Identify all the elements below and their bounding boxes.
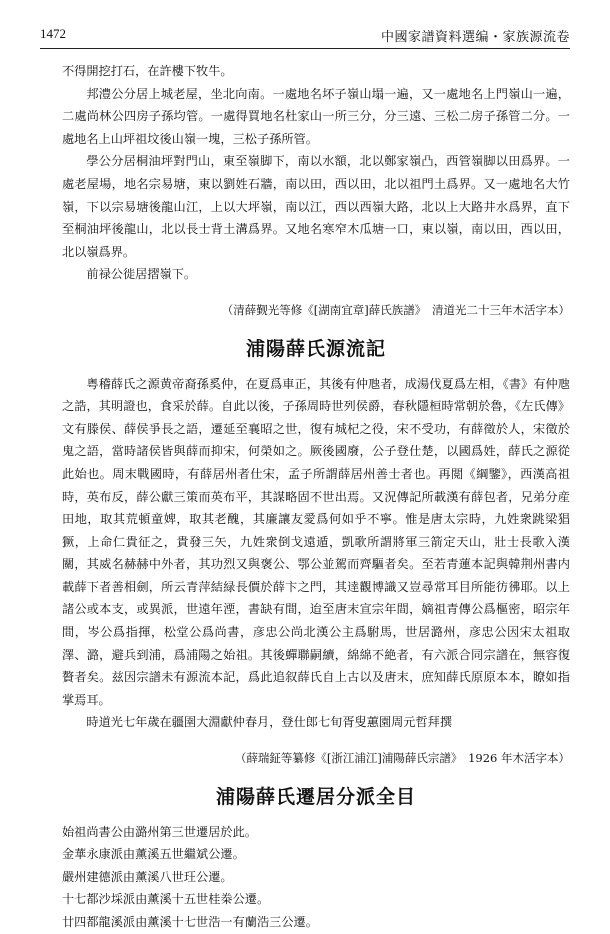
paragraph: 前禄公徙居摺嶺下。 bbox=[86, 267, 197, 282]
list-item: 十七都沙埰派由薰溪十五世桂桊公遷。 bbox=[62, 892, 270, 907]
page-body bbox=[62, 60, 570, 934]
list-item: 金華永康派由薰溪五世繼斌公遷。 bbox=[62, 847, 245, 862]
paragraph: 邦澧公分居上城老屋，坐北向南。一處地名坏子嶺山塌一遍，又一處地名上門嶺山一遍，二處尚林公四房子孫均管。一處得買地名杜家山一所三分，分三遠、三松二房子孫管二分。一處地名上山坪祖坟後山嶺一塊，三松子孫所管。 bbox=[62, 86, 570, 146]
list-item: 始祖尚書公由潞州第三世遷居於此。 bbox=[62, 824, 257, 839]
page-header bbox=[40, 26, 570, 48]
paragraph: 粤稽薛氏之源黄帝裔孫奚仲，在夏爲車正，其後有仲虺者，成湯伐夏爲左相，《書》有仲虺之誥，其明證也，食采於薛。自此以後，子孫周時世列侯爵，春秋隱桓時常朝於魯，《左氏傳》文有滕侯、薛侯爭長之語，遷延至襄昭之世，復有城杞之役，宋不受功，有薛徵於人，宋徵於鬼之語，當時諸侯皆與薛而抑宋，何榮如之。厥後國廢，公子登仕楚，以國爲姓，薛氏之源從此始也。周末戰國時，有薛居州者仕宋，孟子所謂薛居州善士者也。再閲《綱鑒》，西漢高祖時，英布反，薛公獻三策而英布平，其謀略固不世出焉。又況傳記所載漢有薛包者，兄弟分産田地，取其荒頓童婢，取其老醜，其廉讓友愛爲何如乎不寧。惟是唐太宗時，九姓衆跳梁猖獗，上命仁貴征之，貴發三矢，九姓衆倒戈遠遁，凱歌所謂將軍三箭定天山，壯士長歌入漢關，其威名赫赫中外者，其功烈又與褒公、鄂公並駕而齊驅者矣。至若青蓮本記與韓荆州書内載薛下者善相劍，所云青萍結緑長價於薛卞之門，其逹觀博識又豈尋常耳目所能彷彿耶。以上諸公或本支，或異派，世遠年湮，書缺有間，迨至唐末宣宗年間，嫡祖青傳公爲樞密，昭宗年間，岑公爲指揮，松堂公爲尚書，彦忠公尚北漢公主爲駙馬，世居潞州，彦忠公因宋太祖取澤、潞，避兵到浦，爲浦陽之始祖。其後蟬聯嗣續，綿綿不絶者，有六派合同宗譜在，無容復贅者矣。兹因宗譜未有源流本記，爲此追叙薛氏自上古以及唐末，庶知薛氏原原本本，瞭如指掌焉耳。 bbox=[62, 376, 570, 707]
paragraph: 學公分居桐油坪對門山，東至嶺脚下，南以水額，北以鄭家嶺凸，西管嶺脚以田爲界。一處老屋場，地名宗易塘，東以劉姓石牆，南以田，西以田，北以祖門土爲界。又一處地名大竹嶺，下以宗易塘後龍山江，上以大坪嶺，南以江，西以西嶺大路，北以上大路井水爲界，直下至桐油坪後龍山，北以長士背土溝爲界。又地名寒窄木瓜塘一口，東以嶺，南以田，西以田，北以嶺爲界。 bbox=[62, 154, 570, 259]
paragraph: 不得開挖打石，在許樓下牧牛。 bbox=[62, 64, 233, 78]
header-rule bbox=[40, 48, 570, 49]
list-item: 廿四都龍溪派由薰溪十七世浩一有蘭浩三公遷。 bbox=[62, 915, 318, 929]
source-citation: （薛瑞鉦等纂修《[浙江浦江]浦陽薛氏宗譜》 1926 年木活字本） bbox=[234, 751, 570, 766]
running-title: 中國家譜資料選编・家族源流卷 bbox=[380, 30, 570, 45]
source-citation: （清薛觐光等修《[湖南宜章]薛氏族譜》 清道光二十三年木活字本） bbox=[221, 302, 570, 317]
page-number: 1472 bbox=[40, 26, 66, 41]
list-item: 嚴州建德派由薰溪八世玨公遷。 bbox=[62, 869, 233, 884]
section-title: 浦陽薛氏源流記 bbox=[245, 337, 386, 360]
date-line: 時道光七年歲在疆圉大淵獻仲春月，登仕郎七旬胥叟蕙園周元哲拜撰 bbox=[86, 715, 453, 730]
section-title: 浦陽薛氏遷居分派全目 bbox=[215, 786, 416, 809]
